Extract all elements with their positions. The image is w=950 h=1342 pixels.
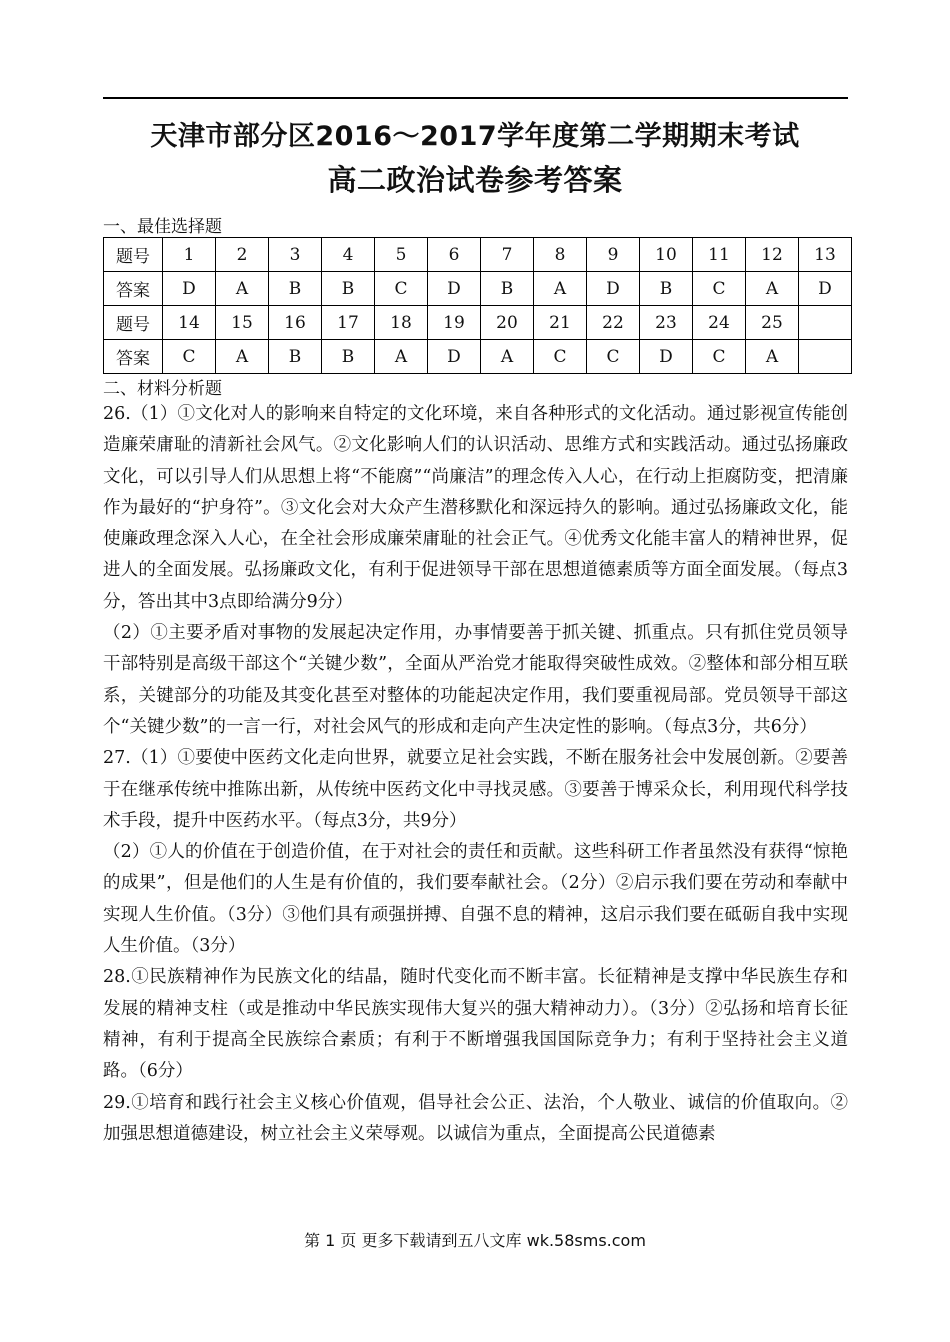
table-cell: 12 <box>746 238 799 272</box>
table-cell: D <box>640 340 693 374</box>
table-cell: 7 <box>481 238 534 272</box>
table-cell: D <box>799 272 852 306</box>
row-label: 答案 <box>104 340 163 374</box>
answer-26-2: （2）①主要矛盾对事物的发展起决定作用，办事情要善于抓关键、抓重点。只有抓住党员领导干部特别是高级干部这个“关键少数”，全面从严治党才能取得突破性成效。②整体和部分相互联系，关键部分的功能及其变化甚至对整体的功能起决定作用，我们要重视局部。党员领导干部这个“关键少数”的一言一行，对社会风气的形成和走向产生决定性的影响。（每点3分，共6分） <box>103 623 848 737</box>
row-label: 题号 <box>104 306 163 340</box>
table-cell: C <box>587 340 640 374</box>
table-cell: 14 <box>163 306 216 340</box>
answer-29: 29.①培育和践行社会主义核心价值观，倡导社会公正、法治，个人敬业、诚信的价值取向。②加强思想道德建设，树立社会主义荣辱观。以诚信为重点，全面提高公民道德素 <box>103 1092 848 1144</box>
row-label: 答案 <box>104 272 163 306</box>
table-cell: A <box>746 340 799 374</box>
answer-table <box>103 237 852 374</box>
table-cell: 17 <box>322 306 375 340</box>
table-cell: C <box>534 340 587 374</box>
answer-27-2: （2）①人的价值在于创造价值，在于对社会的责任和贡献。这些科研工作者虽然没有获得“惊艳的成果”，但是他们的人生是有价值的，我们要奉献社会。（2分）②启示我们要在劳动和奉献中实现人生价值。（3分）③他们具有顽强拼搏、自强不息的精神，这启示我们要在砥砺自我中实现人生价值。（3分） <box>103 842 848 957</box>
table-cell: D <box>428 272 481 306</box>
table-cell: 11 <box>693 238 746 272</box>
table-cell: A <box>216 340 269 374</box>
table-cell: D <box>428 340 481 374</box>
page-footer: 第 1 页 更多下载请到五八文库 wk.58sms.com <box>304 1231 646 1250</box>
exam-title: 天津市部分区2016～2017学年度第二学期期末考试 <box>150 121 800 152</box>
answer-26-1: 26.（1）①文化对人的影响来自特定的文化环境，来自各种形式的文化活动。通过影视宣传能创造廉荣庸耻的清新社会风气。②文化影响人们的认识活动、思维方式和实践活动。通过弘扬廉政文化，可以引导人们从思想上将“不能腐”“尚廉洁”的理念传入人心，在行动上拒腐防变，把清廉作为最好的“护身符”。③文化会对大众产生潜移默化和深远持久的影响。通过弘扬廉政文化，能使廉政理念深入人心，在全社会形成廉荣庸耻的社会正气。④优秀文化能丰富人的精神世界，促进人的全面发展。弘扬廉政文化，有利于促进领导干部在思想道德素质等方面全面发展。（每点3分，答出其中3点即给满分9分） <box>103 404 848 612</box>
table-row-questions-1 <box>104 238 852 272</box>
table-cell: 5 <box>375 238 428 272</box>
answer-28: 28.①民族精神作为民族文化的结晶，随时代变化而不断丰富。长征精神是支撑中华民族生存和发展的精神支柱（或是推动中华民族实现伟大复兴的强大精神动力）。（3分）②弘扬和培育长征精神，有利于提高全民族综合素质；有利于不断增强我国国际竞争力；有利于坚持社会主义道路。（6分） <box>103 967 848 1082</box>
table-cell: C <box>693 272 746 306</box>
table-cell: 4 <box>322 238 375 272</box>
table-cell: A <box>216 272 269 306</box>
table-cell: 1 <box>163 238 216 272</box>
table-cell: B <box>481 272 534 306</box>
table-cell: D <box>587 272 640 306</box>
table-cell: 3 <box>269 238 322 272</box>
table-cell: 25 <box>746 306 799 340</box>
top-rule <box>103 97 848 99</box>
table-cell: A <box>534 272 587 306</box>
table-cell: 23 <box>640 306 693 340</box>
table-cell: 19 <box>428 306 481 340</box>
table-cell: B <box>640 272 693 306</box>
section-heading-analysis: 二、材料分析题 <box>103 379 222 399</box>
table-cell: C <box>693 340 746 374</box>
table-cell: B <box>322 272 375 306</box>
table-cell: 18 <box>375 306 428 340</box>
section-heading-choice: 一、最佳选择题 <box>103 217 222 237</box>
table-cell: A <box>375 340 428 374</box>
row-label: 题号 <box>104 238 163 272</box>
table-cell: 9 <box>587 238 640 272</box>
table-row-answers-1 <box>104 272 852 306</box>
table-cell: 6 <box>428 238 481 272</box>
table-cell-empty <box>799 306 852 340</box>
table-cell-empty <box>799 340 852 374</box>
table-cell: D <box>163 272 216 306</box>
table-cell: 22 <box>587 306 640 340</box>
table-cell: 8 <box>534 238 587 272</box>
answer-body <box>103 399 848 1150</box>
answer-key-title: 高二政治试卷参考答案 <box>327 163 623 197</box>
table-cell: C <box>163 340 216 374</box>
table-cell: 16 <box>269 306 322 340</box>
table-row-answers-2 <box>104 340 852 374</box>
table-cell: B <box>269 272 322 306</box>
table-cell: A <box>746 272 799 306</box>
table-cell: A <box>481 340 534 374</box>
table-cell: B <box>322 340 375 374</box>
table-cell: 24 <box>693 306 746 340</box>
table-cell: B <box>269 340 322 374</box>
table-cell: 10 <box>640 238 693 272</box>
table-row-questions-2 <box>104 306 852 340</box>
table-cell: C <box>375 272 428 306</box>
answer-27-1: 27.（1）①要使中医药文化走向世界，就要立足社会实践，不断在服务社会中发展创新。②要善于在继承传统中推陈出新，从传统中医药文化中寻找灵感。③要善于博采众长，利用现代科学技术手段，提升中医药水平。（每点3分，共9分） <box>103 748 848 831</box>
table-cell: 20 <box>481 306 534 340</box>
table-cell: 15 <box>216 306 269 340</box>
table-cell: 21 <box>534 306 587 340</box>
table-cell: 2 <box>216 238 269 272</box>
table-cell: 13 <box>799 238 852 272</box>
